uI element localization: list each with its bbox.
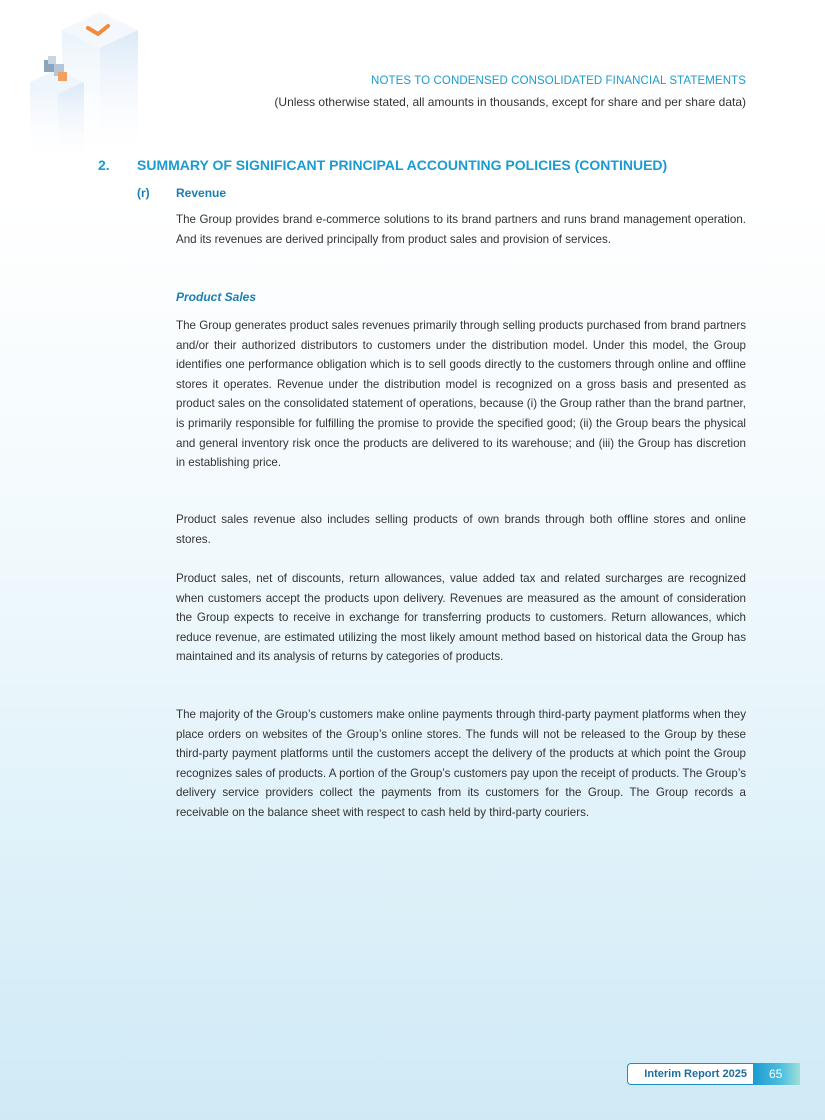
intro-paragraph: The Group provides brand e-commerce solutions to its brand partners and runs brand management operation. And its revenues are derived principally from product sales and provision of services. bbox=[176, 213, 746, 246]
section-title: SUMMARY OF SIGNIFICANT PRINCIPAL ACCOUNTING POLICIES (CONTINUED) bbox=[137, 157, 668, 173]
paragraph: The Group generates product sales revenues primarily through selling products purchased from brand partners and/or their authorized distributors to customers under the distribution model. Under this model, the Group identifies one performance obligation which is to sell goods directly to the customers through online and offline stores it operates. Revenue under the distribution model is recognized on a gross basis and presented as product sales on the consolidated statement of operations, because (i) the Group rather than the brand partner, is primarily responsible for fulfilling the promise to provide the specified good; (ii) the Group bears the physical and general inventory risk once the products are delivered to its warehouse; and (iii) the Group has discretion in establishing price. bbox=[176, 319, 746, 470]
subsection-title: Revenue bbox=[176, 186, 227, 200]
header-subtitle: (Unless otherwise stated, all amounts in thousands, except for share and per share data) bbox=[274, 95, 746, 109]
paragraph: Product sales, net of discounts, return allowances, value added tax and related surcharges are recognized when customers accept the products upon delivery. Revenues are measured as the amount of consideration the Group expects to receive in exchange for transferring products to customers. Return allowances, which reduce revenue, are estimated utilizing the most likely amount method based on historical data the Group has maintained and its analysis of returns by categories of products. bbox=[176, 572, 746, 664]
paragraph: The majority of the Group’s customers make online payments through third-party payment platforms when they place orders on websites of the Group’s online stores. The funds will not be released to the Group by these third-party payment platforms until the customers accept the delivery of the products at which point the Group recognizes sales of products. A portion of the Group’s customers pay upon the receipt of products. The Group’s delivery service providers collect the payments from its customers for the Group. The Group records a receivable on the balance sheet with respect to cash held by third-party couriers. bbox=[176, 708, 746, 819]
footer-tab bbox=[627, 1063, 800, 1087]
header-title: NOTES TO CONDENSED CONSOLIDATED FINANCIAL STATEMENTS bbox=[371, 75, 746, 87]
paragraph: Product sales revenue also includes selling products of own brands through both offline stores and online stores. bbox=[176, 513, 746, 546]
section-number: 2. bbox=[98, 157, 110, 173]
page-number: 65 bbox=[753, 1063, 800, 1085]
subsection-label: (r) bbox=[137, 186, 150, 200]
footer-report-name: Interim Report 2025 bbox=[627, 1063, 753, 1085]
isometric-boxes-icon bbox=[0, 0, 150, 170]
product-sales-heading: Product Sales bbox=[176, 290, 257, 304]
